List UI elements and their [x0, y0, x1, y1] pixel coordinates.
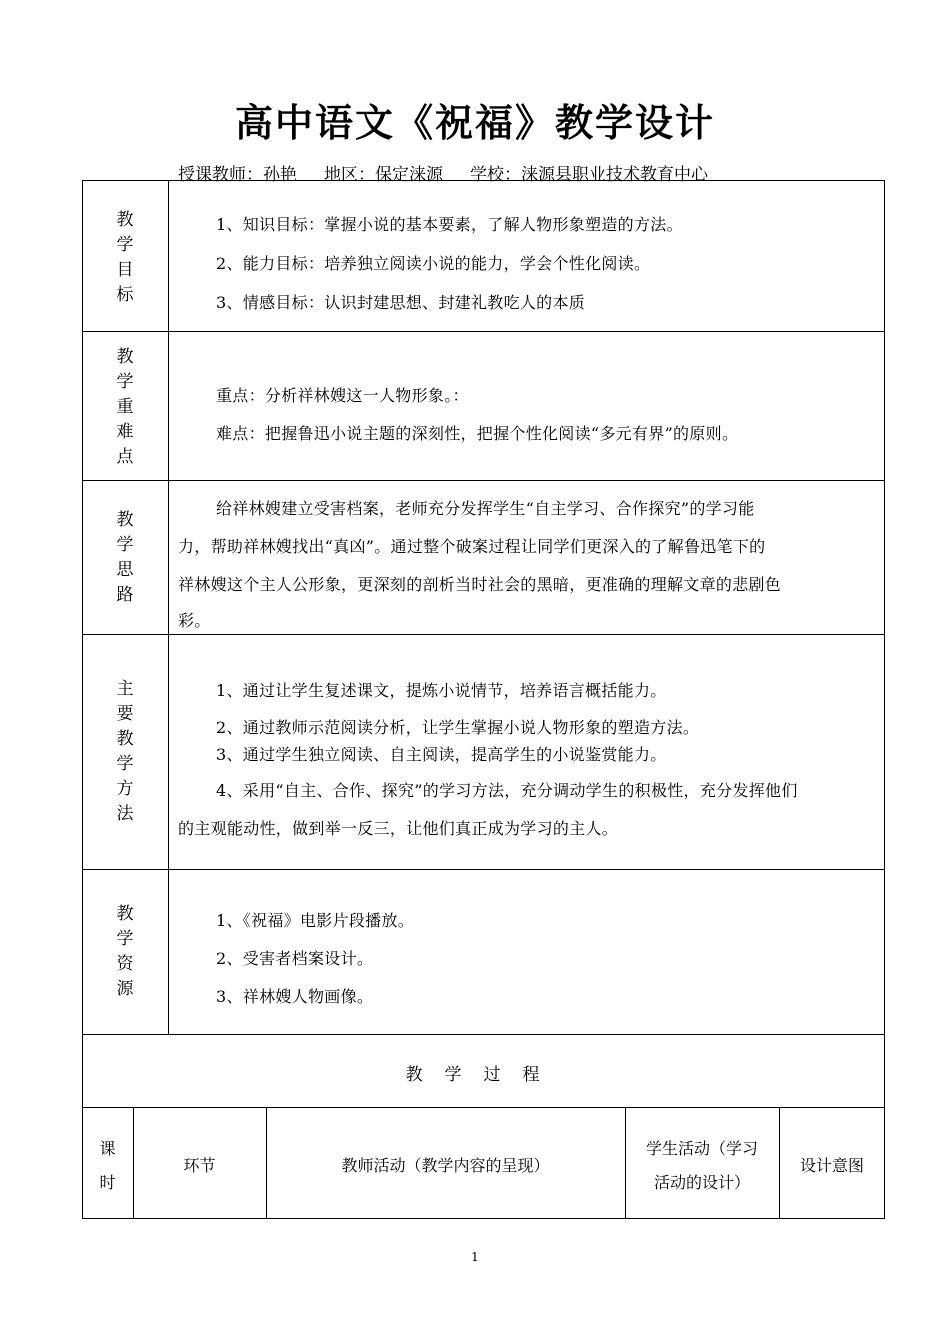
teacher-info-line: 授课教师：孙艳 地区：保定涞源 学校：涞源县职业技术教育中心	[178, 165, 709, 185]
section-label-key-points: 教 学 重 难 点	[116, 347, 134, 467]
table-rule	[82, 480, 885, 481]
key-point-line: 重点：分析祥林嫂这一人物形象。：	[216, 386, 469, 405]
table-rule	[82, 1034, 885, 1035]
table-rule	[82, 869, 885, 870]
approach-line: 力，帮助祥林嫂找出“真凶”。通过整个破案过程让同学们更深入的了解鲁迅笔下的	[178, 537, 766, 556]
key-point-line: 难点：把握鲁迅小说主题的深刻性，把握个性化阅读“多元有界”的原则。	[216, 424, 739, 443]
table-rule	[82, 634, 885, 635]
objective-line: 1、知识目标：掌握小说的基本要素，了解人物形象塑造的方法。	[216, 215, 683, 234]
section-label-methods: 主 要 教 学 方 法	[116, 679, 134, 824]
table-rule	[168, 180, 169, 1034]
approach-line: 给祥林嫂建立受害档案，老师充分发挥学生“自主学习、合作探究”的学习能	[216, 499, 755, 518]
resource-line: 3、祥林嫂人物画像。	[216, 987, 374, 1006]
section-label-resources: 教 学 资 源	[116, 904, 134, 999]
objective-line: 2、能力目标：培养独立阅读小说的能力，学会个性化阅读。	[216, 254, 651, 273]
process-heading: 教学过程	[405, 1065, 562, 1085]
method-line: 1、通过让学生复述课文，提炼小说情节，培养语言概括能力。	[216, 681, 667, 700]
method-line: 3、通过学生独立阅读、自主阅读，提高学生的小说鉴赏能力。	[216, 745, 667, 764]
header-teacher-activity: 教师活动（教学内容的呈现）	[341, 1156, 550, 1175]
method-line: 2、通过教师示范阅读分析，让学生掌握小说人物形象的塑造方法。	[216, 718, 700, 737]
table-rule	[82, 331, 885, 332]
approach-line: 彩。	[178, 611, 211, 630]
objective-line: 3、情感目标：认识封建思想、封建礼教吃人的本质	[216, 293, 586, 312]
resource-line: 1、《祝福》电影片段播放。	[216, 911, 415, 930]
page-number: 1	[471, 1250, 479, 1264]
method-line: 的主观能动性，做到举一反三，让他们真正成为学习的主人。	[178, 819, 619, 838]
header-period: 课 时	[99, 1139, 116, 1192]
header-stage: 环节	[183, 1156, 216, 1175]
approach-line: 祥林嫂这个主人公形象，更深刻的剖析当时社会的黑暗，更准确的理解文章的悲剧色	[178, 575, 782, 594]
section-label-approach: 教 学 思 路	[116, 510, 134, 605]
table-rule	[82, 1107, 885, 1108]
header-student-activity: 学生活动（学习 活动的设计）	[645, 1139, 758, 1192]
method-line: 4、采用“自主、合作、探究”的学习方法，充分调动学生的积极性，充分发挥他们	[216, 781, 798, 800]
section-label-objectives: 教 学 目 标	[116, 210, 134, 305]
page-title: 高中语文《祝福》教学设计	[234, 101, 715, 145]
resource-line: 2、受害者档案设计。	[216, 949, 374, 968]
header-design-intent: 设计意图	[799, 1156, 864, 1175]
